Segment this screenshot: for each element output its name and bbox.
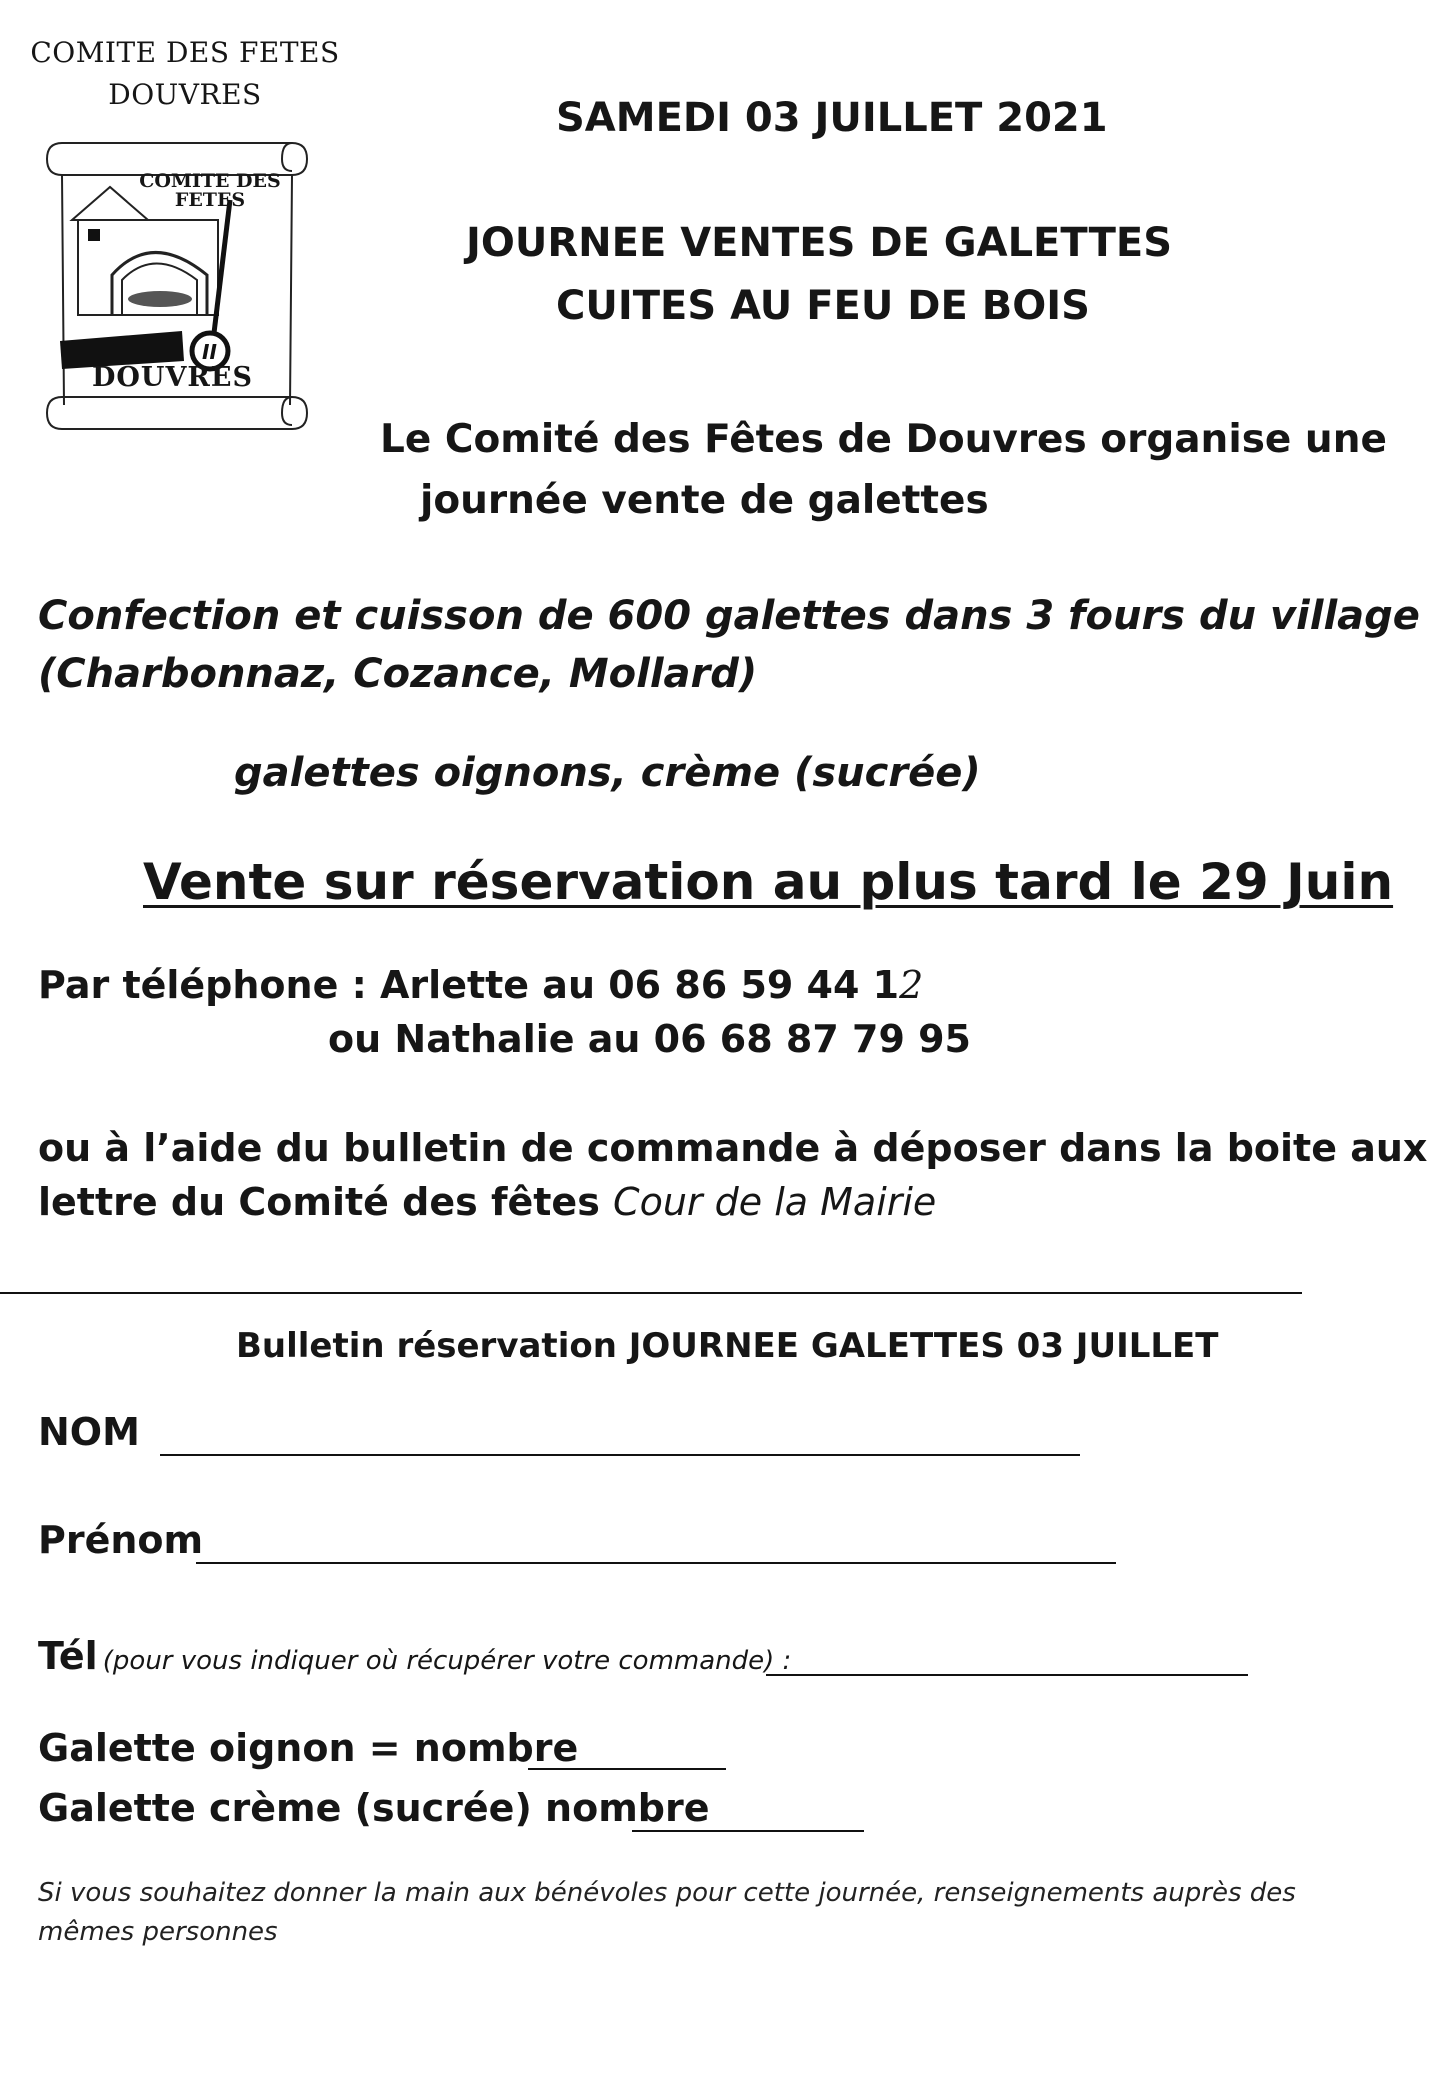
- event-title-line2: CUITES AU FEU DE BOIS: [556, 283, 1090, 329]
- nom-field[interactable]: [160, 1454, 1080, 1456]
- event-title-line1: JOURNEE VENTES DE GALETTES: [466, 220, 1172, 266]
- prenom-label: Prénom: [38, 1518, 204, 1562]
- form-title: Bulletin réservation JOURNEE GALETTES 03 JUILLET: [236, 1326, 1219, 1366]
- oignon-quantity-field[interactable]: [528, 1768, 726, 1770]
- intro-line2: journée vente de galettes: [420, 478, 989, 523]
- mailbox-line2-text: lettre du Comité des fêtes: [38, 1180, 614, 1224]
- phone-handwritten-digit: 2: [899, 963, 924, 1007]
- cut-line-divider: [0, 1292, 1302, 1294]
- event-date: SAMEDI 03 JUILLET 2021: [556, 95, 1108, 141]
- logo-bottom-text: DOUVRES: [92, 362, 253, 393]
- creme-label: Galette crème (sucrée) nombre: [38, 1786, 710, 1830]
- tel-label: Tél: [38, 1634, 98, 1678]
- tel-row: [38, 1634, 791, 1678]
- reservation-headline: Vente sur réservation au plus tard le 29 Juin: [143, 853, 1394, 911]
- phone-line2: ou Nathalie au 06 68 87 79 95: [328, 1017, 971, 1061]
- mailbox-location: Cour de la Mairie: [613, 1180, 937, 1224]
- prenom-field[interactable]: [196, 1562, 1116, 1564]
- flavors-text: galettes oignons, crème (sucrée): [234, 750, 981, 796]
- volunteer-note-line1: Si vous souhaitez donner la main aux bénévoles pour cette journée, renseignements auprès des: [38, 1878, 1296, 1908]
- org-name-line2: DOUVRES: [108, 78, 262, 111]
- details-line2: (Charbonnaz, Cozance, Mollard): [38, 651, 758, 697]
- tel-field[interactable]: [766, 1674, 1248, 1676]
- tel-hint: (pour vous indiquer où récupérer votre commande) :: [102, 1646, 792, 1676]
- svg-text:II: II: [202, 340, 217, 364]
- nom-label: NOM: [38, 1410, 140, 1454]
- intro-line1: Le Comité des Fêtes de Douvres organise une: [380, 417, 1387, 462]
- mailbox-line2: [38, 1180, 936, 1224]
- oignon-label: Galette oignon = nombre: [38, 1726, 579, 1770]
- mailbox-line1: ou à l’aide du bulletin de commande à déposer dans la boite aux: [38, 1126, 1428, 1170]
- details-line1: Confection et cuisson de 600 galettes dans 3 fours du village: [38, 593, 1420, 639]
- logo-top-text: COMITE DES FETES: [139, 170, 281, 211]
- org-name-line1: COMITE DES FETES: [30, 36, 340, 69]
- phone-line1-text: Par téléphone : Arlette au 06 86 59 44 1: [38, 963, 900, 1007]
- creme-quantity-field[interactable]: [632, 1830, 864, 1832]
- phone-line1: [38, 963, 923, 1007]
- volunteer-note-line2: mêmes personnes: [38, 1917, 278, 1947]
